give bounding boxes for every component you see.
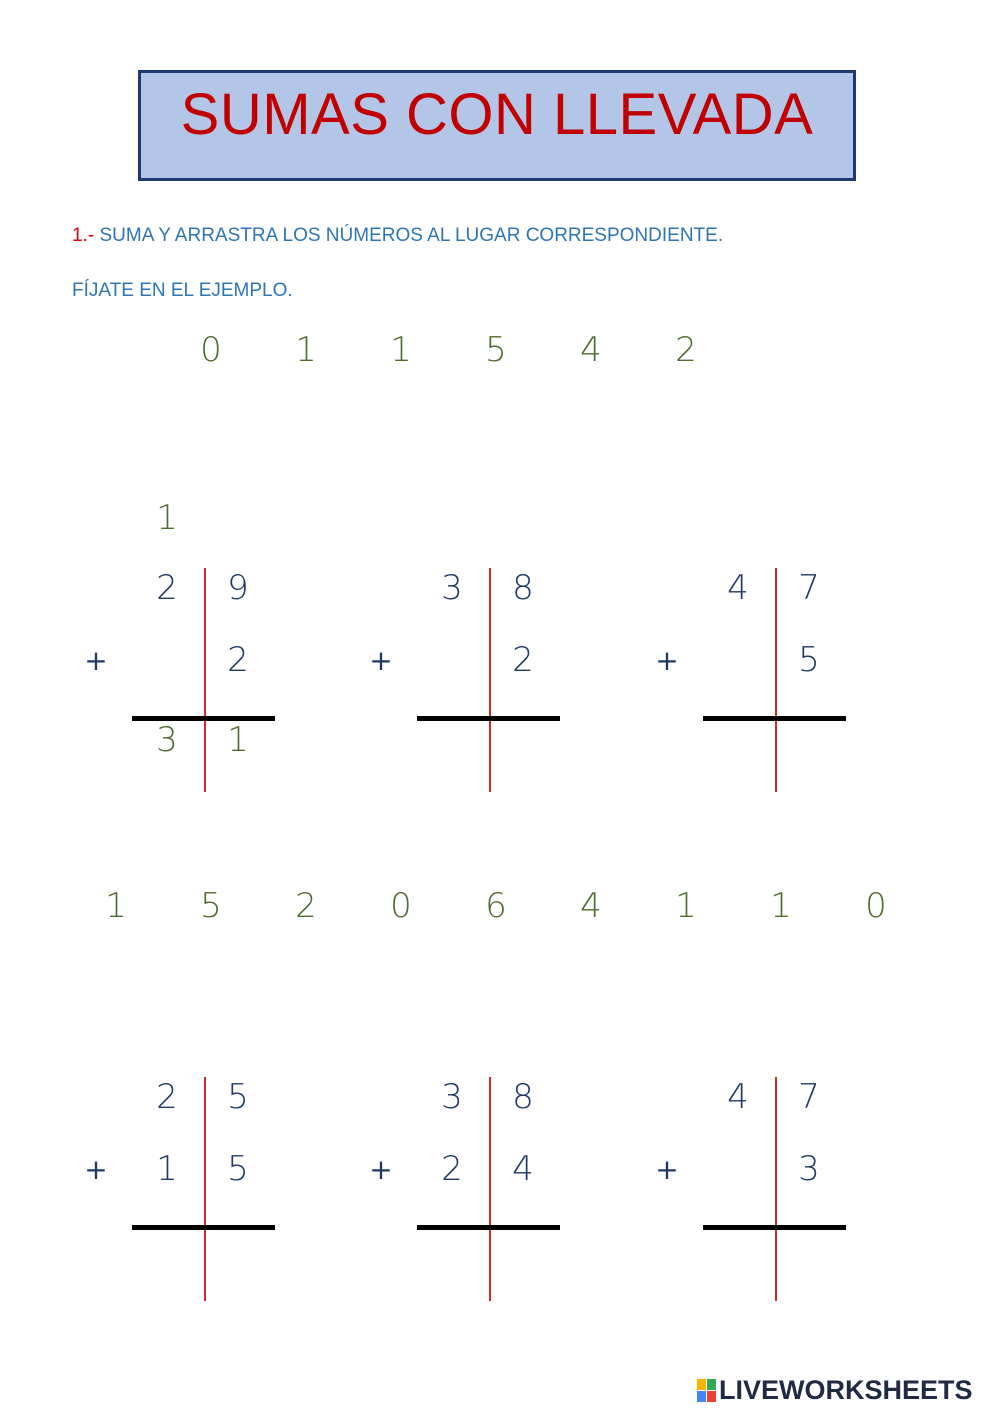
plus-sign: + (655, 644, 679, 677)
plus-sign: + (369, 644, 393, 677)
answer-units-drop-zone[interactable] (781, 728, 837, 776)
carry-drop-zone[interactable] (710, 997, 766, 1045)
number-tile[interactable]: 1 (295, 330, 317, 370)
bottom-units-digit: 4 (512, 1149, 534, 1189)
page-title: SUMAS CON LLEVADA (180, 82, 814, 147)
carry-drop-zone[interactable] (424, 997, 480, 1045)
place-value-divider (775, 568, 777, 792)
number-tile[interactable]: 2 (295, 886, 317, 926)
number-tile[interactable]: 5 (200, 886, 222, 926)
number-tile[interactable]: 6 (485, 886, 507, 926)
sum-line (417, 1225, 560, 1230)
instruction-line-2: FÍJATE EN EL EJEMPLO. (72, 280, 293, 301)
answer-units-digit: 1 (227, 720, 249, 760)
number-tile[interactable]: 1 (105, 886, 127, 926)
addition-problem (369, 1077, 629, 1317)
logo-cell (697, 1391, 706, 1402)
liveworksheets-logo (697, 1375, 973, 1406)
instruction-line-1 (72, 225, 723, 247)
addition-problem-example (84, 498, 344, 808)
bottom-units-digit: 5 (227, 1149, 249, 1189)
title-banner (138, 70, 856, 181)
answer-tens-drop-zone[interactable] (424, 728, 480, 776)
logo-cell (707, 1391, 716, 1402)
number-tile[interactable]: 1 (390, 330, 412, 370)
carry-drop-zone[interactable] (424, 488, 480, 536)
top-tens-digit: 4 (727, 1077, 749, 1117)
top-tens-digit: 4 (727, 568, 749, 608)
top-units-digit: 5 (227, 1077, 249, 1117)
carry-digit: 1 (156, 498, 178, 538)
number-tile[interactable]: 0 (200, 330, 222, 370)
plus-sign: + (84, 644, 108, 677)
number-tile[interactable]: 5 (485, 330, 507, 370)
answer-tens-drop-zone[interactable] (710, 1237, 766, 1285)
sum-line (132, 1225, 275, 1230)
number-tile[interactable]: 1 (675, 886, 697, 926)
carry-drop-zone[interactable] (139, 997, 195, 1045)
number-tile[interactable]: 1 (770, 886, 792, 926)
top-units-digit: 9 (227, 568, 249, 608)
top-tens-digit: 3 (441, 568, 463, 608)
answer-tens-drop-zone[interactable] (710, 728, 766, 776)
answer-tens-drop-zone[interactable] (424, 1237, 480, 1285)
bottom-tens-digit: 2 (441, 1149, 463, 1189)
place-value-divider (489, 568, 491, 792)
top-tens-digit: 3 (441, 1077, 463, 1117)
answer-units-drop-zone[interactable] (210, 1237, 266, 1285)
addition-problem (655, 1077, 915, 1317)
answer-tens-digit: 3 (156, 720, 178, 760)
answer-units-drop-zone[interactable] (781, 1237, 837, 1285)
addition-problem (84, 1077, 344, 1317)
top-tens-digit: 2 (156, 568, 178, 608)
carry-drop-zone[interactable] (710, 488, 766, 536)
number-tile[interactable]: 0 (390, 886, 412, 926)
answer-units-drop-zone[interactable] (495, 1237, 551, 1285)
place-value-divider (775, 1077, 777, 1301)
addition-problem (369, 568, 629, 808)
plus-sign: + (84, 1153, 108, 1186)
logo-cell (707, 1379, 716, 1390)
bottom-tens-digit: 1 (156, 1149, 178, 1189)
sum-line (703, 716, 846, 721)
number-tile[interactable]: 4 (580, 330, 602, 370)
liveworksheets-logo-icon (697, 1379, 716, 1402)
place-value-divider (204, 568, 206, 792)
number-tile[interactable]: 0 (865, 886, 887, 926)
answer-units-drop-zone[interactable] (495, 728, 551, 776)
top-units-digit: 8 (512, 1077, 534, 1117)
sum-line (703, 1225, 846, 1230)
sum-line (417, 716, 560, 721)
bottom-units-digit: 2 (227, 640, 249, 680)
top-units-digit: 7 (798, 1077, 820, 1117)
place-value-divider (489, 1077, 491, 1301)
number-tile[interactable]: 4 (580, 886, 602, 926)
top-tens-digit: 2 (156, 1077, 178, 1117)
logo-cell (697, 1379, 706, 1390)
place-value-divider (204, 1077, 206, 1301)
addition-problem (655, 568, 915, 808)
instruction-text-1: SUMA Y ARRASTRA LOS NÚMEROS AL LUGAR CORRESPONDIENTE. (94, 225, 724, 246)
top-units-digit: 7 (798, 568, 820, 608)
plus-sign: + (369, 1153, 393, 1186)
plus-sign: + (655, 1153, 679, 1186)
number-tile[interactable]: 2 (675, 330, 697, 370)
bottom-units-digit: 2 (512, 640, 534, 680)
logo-wordmark: LIVEWORKSHEETS (719, 1375, 973, 1405)
bottom-units-digit: 3 (798, 1149, 820, 1189)
bottom-units-digit: 5 (798, 640, 820, 680)
answer-tens-drop-zone[interactable] (139, 1237, 195, 1285)
top-units-digit: 8 (512, 568, 534, 608)
instruction-number: 1.- (72, 225, 95, 246)
